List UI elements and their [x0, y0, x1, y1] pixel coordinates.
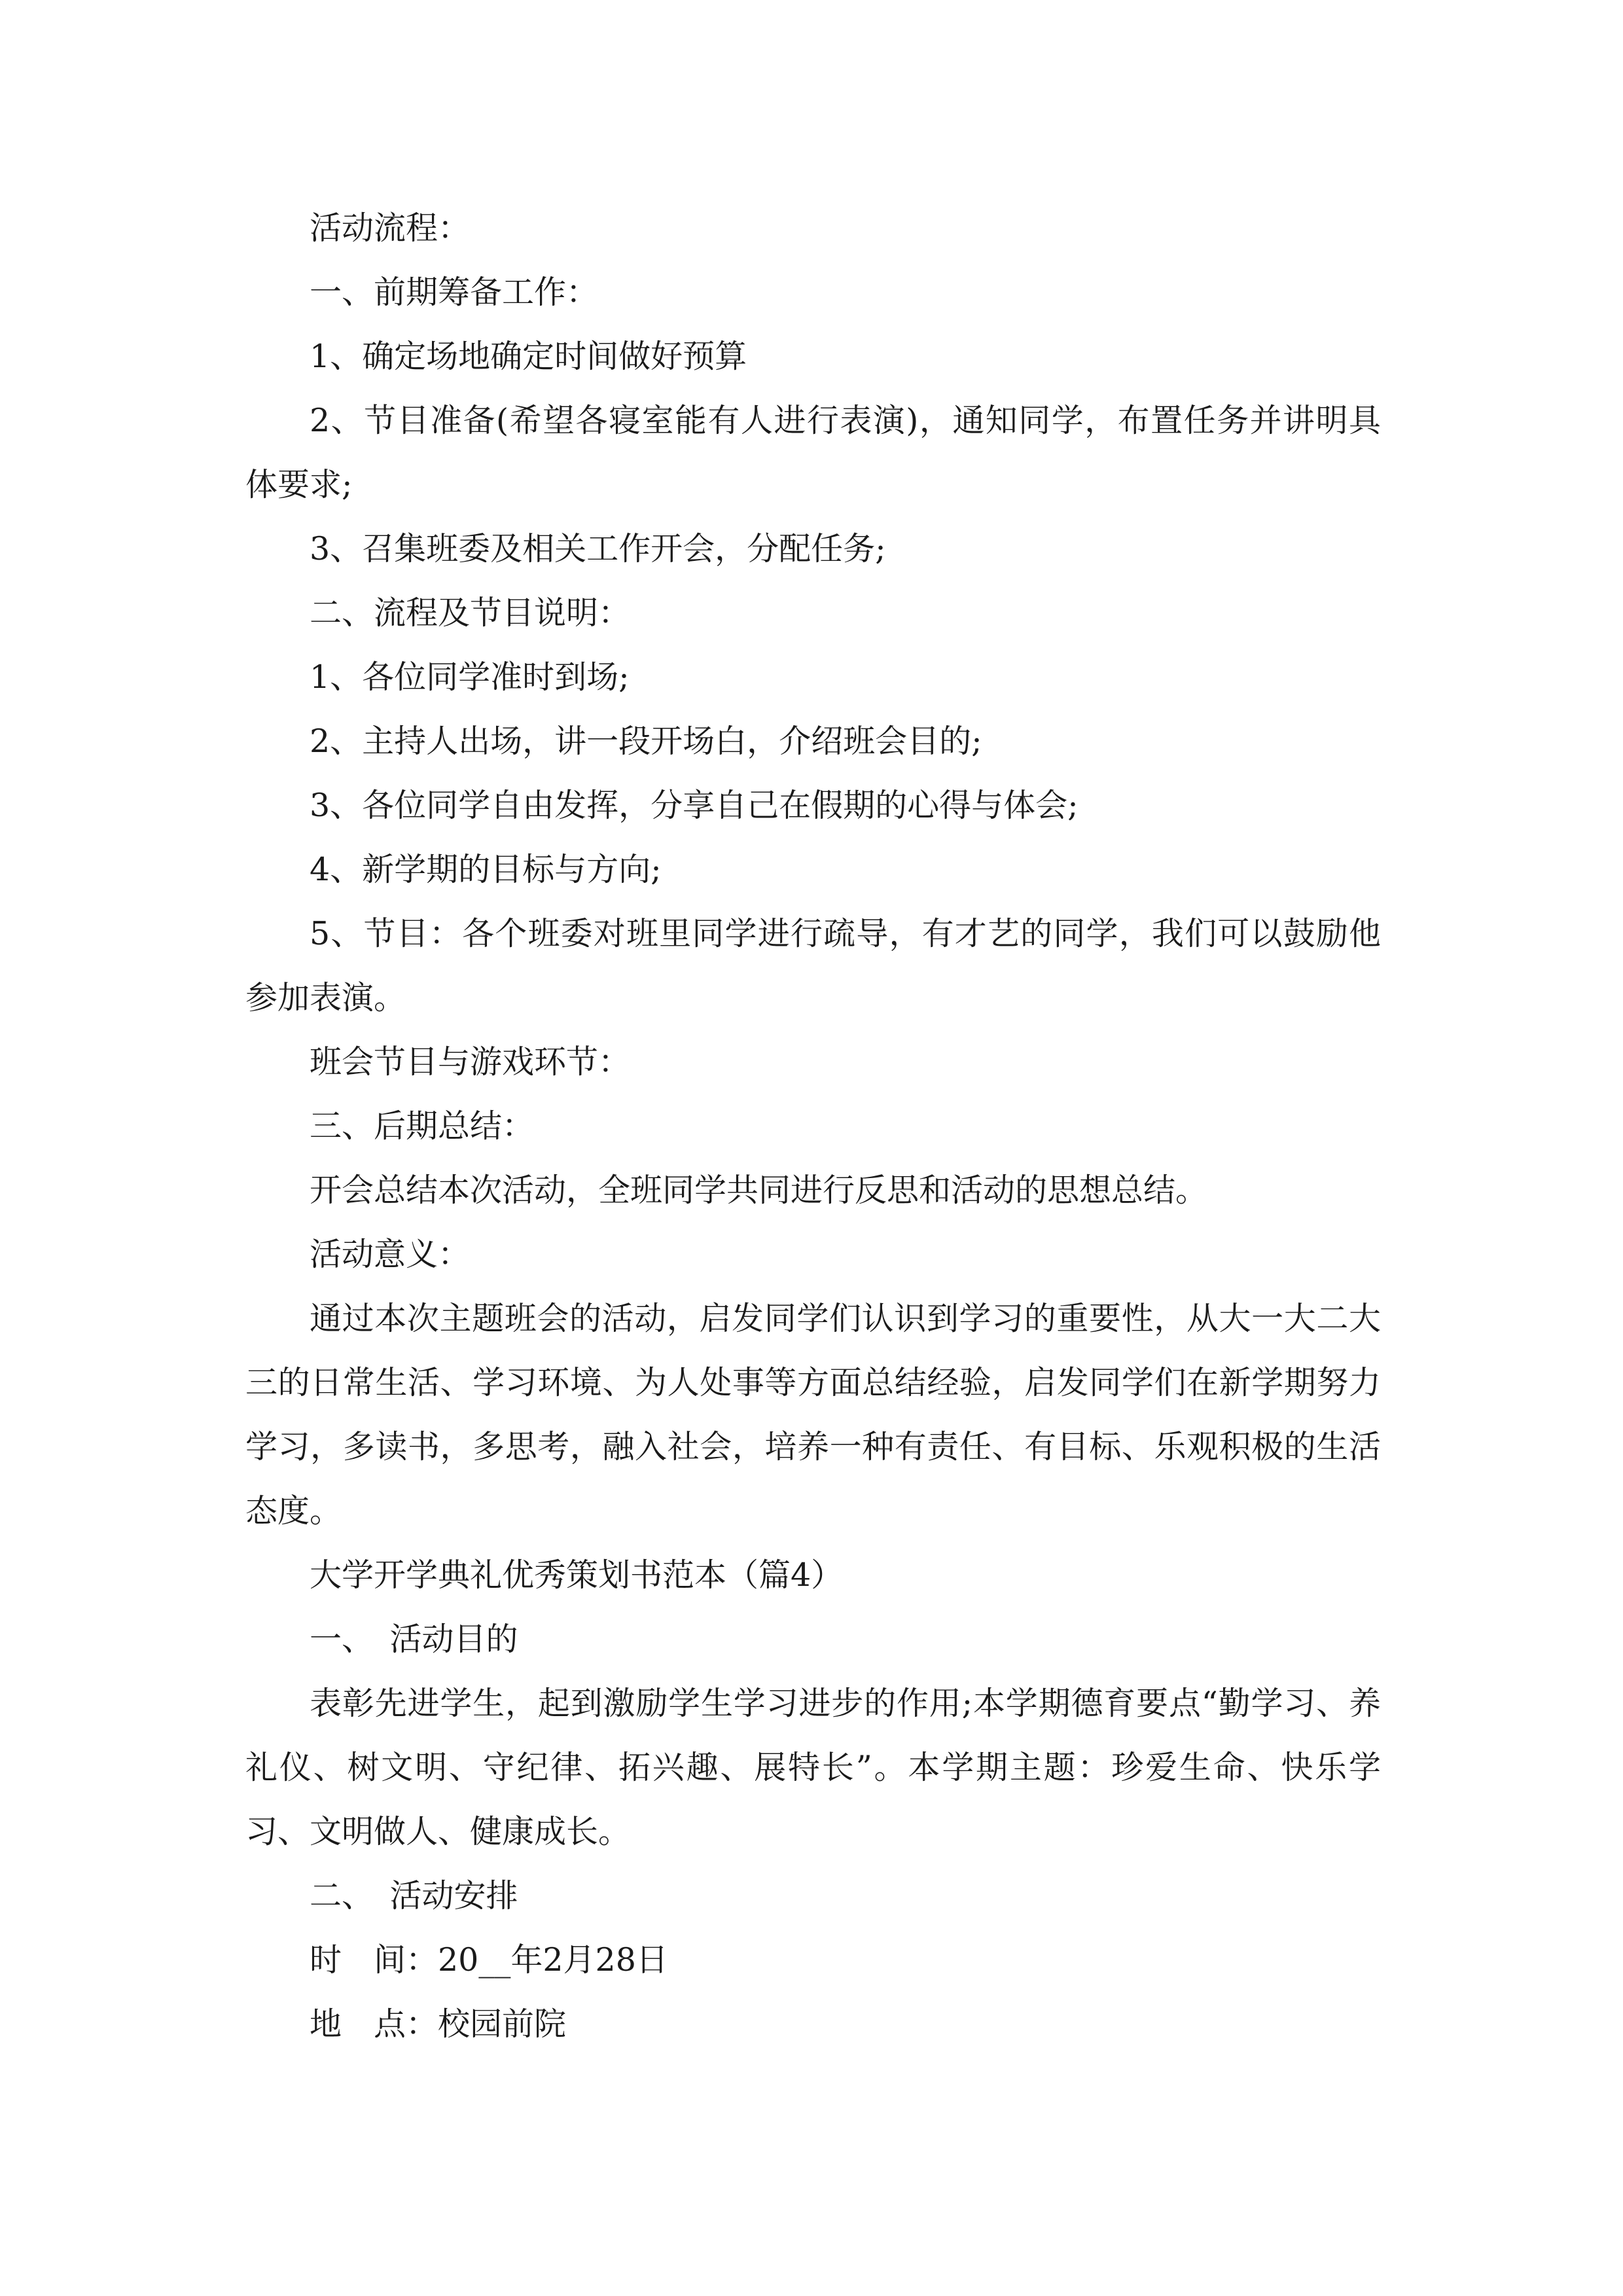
list-item-committee-meeting: 3、召集班委及相关工作开会，分配任务;: [310, 530, 886, 567]
heading-significance: 活动意义：: [310, 1236, 471, 1273]
paragraph-summary-meeting: 开会总结本次活动，全班同学共同进行反思和活动的思想总结。: [310, 1172, 1208, 1209]
paragraph-activity-purpose: 表彰先进学生，起到激励学生学习进步的作用;本学期德育要点“勤学习、养礼仪、树文明、守纪律、拓兴趣、展特长”。本学期主题：珍爱生命、快乐学习、文明做人、健康成长。: [245, 1685, 1381, 1850]
heading-flow-and-program: 二、流程及节目说明：: [310, 594, 631, 632]
list-item-host-opening: 2、主持人出场，讲一段开场白，介绍班会目的;: [310, 723, 982, 760]
field-location: 地 点：校园前院: [310, 2005, 567, 2043]
list-item-new-semester-goals: 4、新学期的目标与方向;: [310, 851, 662, 888]
heading-activity-arrangement: 二、 活动安排: [310, 1877, 518, 1914]
heading-preparation: 一、前期筹备工作：: [310, 274, 599, 311]
heading-program-and-games: 班会节目与游戏环节：: [310, 1043, 631, 1081]
heading-summary: 三、后期总结：: [310, 1107, 535, 1145]
list-item-share-experience: 3、各位同学自由发挥，分享自己在假期的心得与体会;: [310, 787, 1079, 824]
field-time: 时 间：20__年2月28日: [310, 1941, 668, 1979]
heading-activity-purpose: 一、 活动目的: [310, 1621, 518, 1658]
heading-plan-part-4: 大学开学典礼优秀策划书范本（篇4）: [310, 1556, 844, 1594]
list-item-performances: 5、节目：各个班委对班里同学进行疏导，有才艺的同学，我们可以鼓励他参加表演。: [245, 915, 1381, 1016]
section-heading-activity-flow: 活动流程：: [310, 209, 471, 247]
document-body: [245, 196, 1381, 2056]
list-item-venue-time-budget: 1、确定场地确定时间做好预算: [310, 338, 747, 375]
paragraph-significance: 通过本次主题班会的活动，启发同学们认识到学习的重要性，从大一大二大三的日常生活、学习环境、为人处事等方面总结经验，启发同学们在新学期努力学习，多读书，多思考，融入社会，培养一种有责任、有目标、乐观积极的生活态度。: [245, 1300, 1381, 1530]
list-item-program-preparation: 2、节目准备(希望各寝室能有人进行表演)，通知同学，布置任务并讲明具体要求;: [245, 402, 1381, 503]
list-item-arrive-on-time: 1、各位同学准时到场;: [310, 658, 630, 696]
